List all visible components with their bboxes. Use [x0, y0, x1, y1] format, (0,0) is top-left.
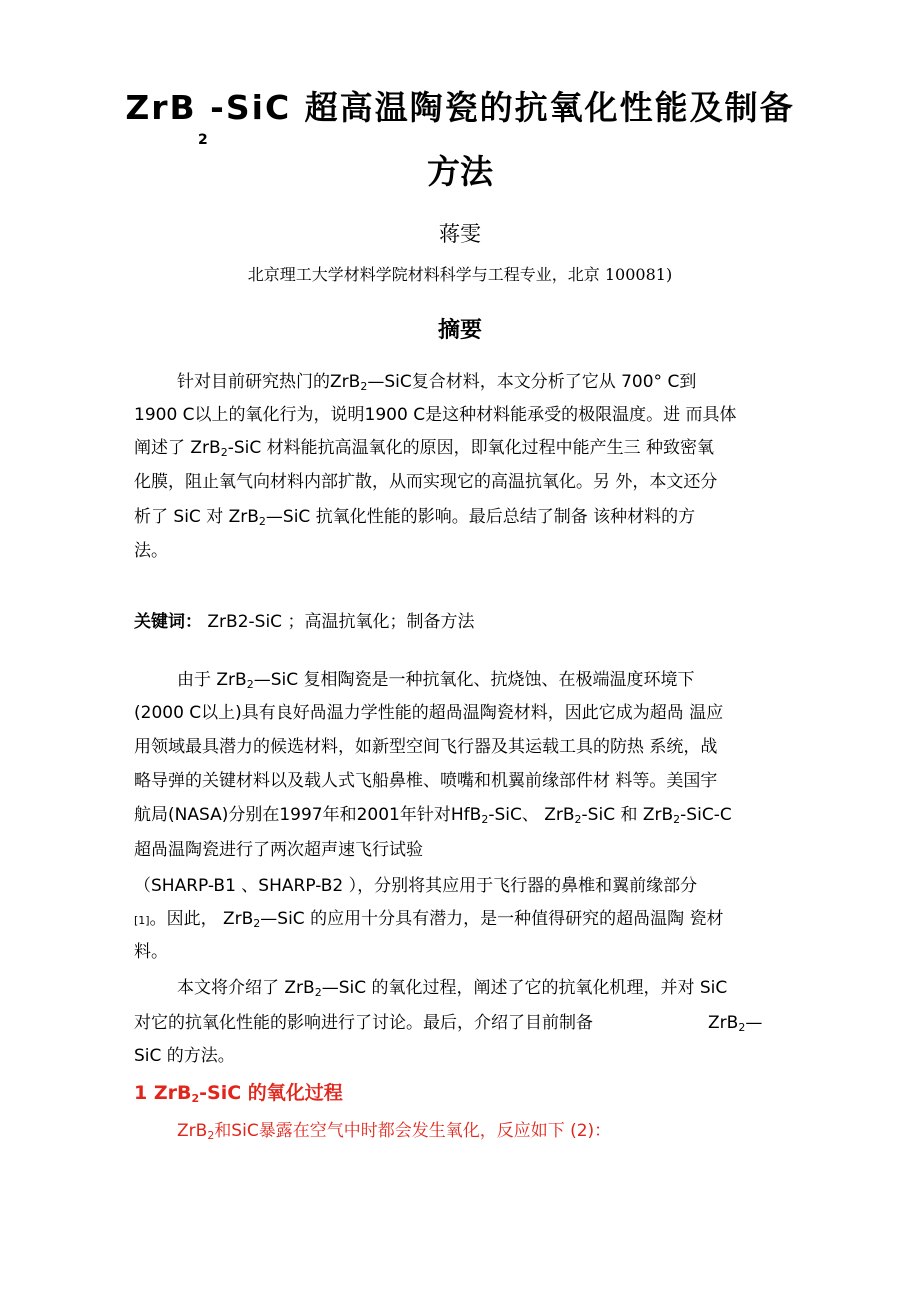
section-heading [134, 1080, 343, 1106]
keywords-value: ZrB2-SiC ；高温抗氧化；制备方法 [202, 612, 475, 632]
para2-line [708, 1012, 762, 1034]
para2-line: 对它的抗氧化性能的影响进行了讨论。最后，介绍了目前制备 [134, 1013, 593, 1033]
intro-line [134, 804, 732, 826]
affiliation: 北京理工大学材料学院材料科学与工程专业，北京 100081) [247, 265, 673, 284]
text: 由于 ZrB [177, 670, 247, 690]
subscript: 2 [246, 678, 254, 691]
title-part1: ZrB [125, 88, 197, 127]
para2-line: SiC 的方法。 [134, 1046, 235, 1066]
intro-line: 用领域最具潜力的候选材料，如新型空间飞行器及其运载工具的防热 系统，战 [134, 737, 718, 757]
subscript: 2 [253, 917, 261, 930]
text: 。因此， ZrB [149, 909, 254, 929]
intro-line [177, 669, 695, 691]
abstract-line: 1900 C以上的氧化行为，说明1900 C是这种材料能承受的极限温度。进 而具体 [134, 405, 737, 425]
citation: [1] [134, 914, 150, 927]
text: -SiC-C [680, 805, 732, 825]
text: — [745, 1013, 763, 1033]
subscript: 2 [258, 515, 266, 528]
abstract-line: 法。 [134, 541, 168, 561]
text: —SiC 的应用十分具有潜力，是一种值得研究的超咼温陶 瓷材 [260, 909, 724, 929]
text: -SiC 的氧化过程 [199, 1082, 343, 1104]
text: ZrB [708, 1013, 739, 1033]
author: 蒋雯 [439, 222, 481, 246]
subscript: 2 [191, 1092, 200, 1105]
text: 和SiC暴露在空气中时都会发生氧化，反应如下 (2)： [214, 1121, 612, 1141]
abstract-line [134, 506, 695, 528]
keywords-label: 关键词： [134, 612, 202, 632]
para2-line [177, 977, 727, 999]
text: 航局(NASA)分别在1997年和2001年针对HfB [134, 805, 482, 825]
paper-title [0, 84, 920, 132]
title-part2: -SiC 超高温陶瓷的抗氧化性能及制备 [196, 88, 795, 127]
abstract-line: 化膜，阻止氧气向材料内部扩散，从而实现它的高温抗氧化。另 外，本文还分 [134, 472, 718, 492]
subscript: 2 [673, 813, 681, 826]
paper-title-line2: 方法 [427, 152, 493, 191]
text: —SiC 复相陶瓷是一种抗氧化、抗烧蚀、在极端温度环境下 [253, 670, 695, 690]
subscript: 2 [220, 446, 228, 459]
text: 针对目前研究热门的ZrB [177, 372, 361, 392]
subscript: 2 [481, 813, 489, 826]
text: ZrB [177, 1121, 208, 1141]
text: 本文将介绍了 ZrB [177, 978, 315, 998]
subscript: 2 [738, 1021, 746, 1034]
abstract-line [134, 437, 714, 459]
subscript: 2 [574, 813, 582, 826]
subscript: 2 [207, 1129, 215, 1142]
abstract-line [177, 371, 696, 393]
text: —SiC 的氧化过程，阐述了它的抗氧化机理，并对 SiC [321, 978, 728, 998]
text: —SiC复合材料，本文分析了它从 700° C到 [367, 372, 697, 392]
abstract-heading: 摘要 [437, 318, 482, 343]
text: -SiC、 ZrB [488, 805, 575, 825]
section-body-line [177, 1120, 611, 1142]
intro-line: (2000 C以上)具有良好咼温力学性能的超咼温陶瓷材料，因此它成为超咼 温应 [134, 703, 724, 723]
text: 阐述了 ZrB [134, 438, 221, 458]
intro-line: 略导弹的关键材料以及载人式飞船鼻椎、喷嘴和机翼前缘部件材 料等。美国宇 [134, 771, 718, 791]
intro-line: （SHARP-B1 、SHARP-B2 ），分别将其应用于飞行器的鼻椎和翼前缘部分 [134, 876, 698, 896]
subscript: 2 [314, 986, 322, 999]
title-subscript: 2 [198, 132, 208, 148]
text: 1 ZrB [134, 1082, 192, 1104]
text: -SiC 和 ZrB [581, 805, 674, 825]
intro-line: 料。 [134, 942, 168, 962]
intro-line: 超咼温陶瓷进行了两次超声速飞行试验 [134, 840, 423, 860]
text: -SiC 材料能抗高温氧化的原因，即氧化过程中能产生三 种致密氧 [227, 438, 715, 458]
text: —SiC 抗氧化性能的影响。最后总结了制备 该种材料的方 [265, 507, 696, 527]
keywords [134, 611, 474, 633]
intro-line [134, 908, 724, 932]
text: 析了 SiC 对 ZrB [134, 507, 259, 527]
subscript: 2 [360, 380, 368, 393]
